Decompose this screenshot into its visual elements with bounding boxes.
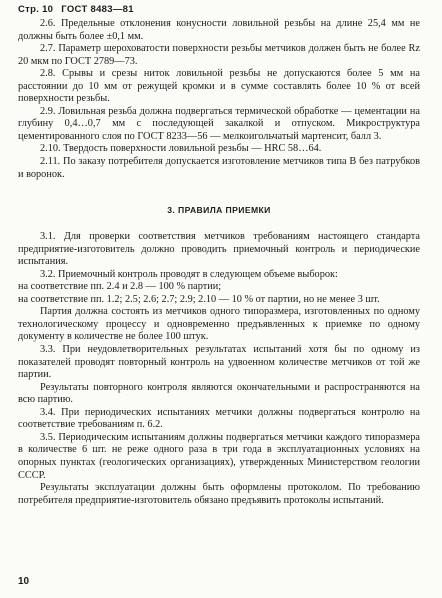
paragraph-3-4: 3.4. При периодических испытаниях метчики должны подвергаться контролю на соответствие требованиям п. 6.2. [18,406,420,431]
page-number: 10 [18,576,30,587]
paragraph-repeat-results: Результаты повторного контроля являются окончательными и распространяются на всю партию. [18,381,420,406]
paragraph-3-5: 3.5. Периодическим испытаниям должны подвергаться метчики каждого типоразмера в количестве 6 шт. не реже одного раза в три года в эксплуатационных условиях на опорных пунктах (геологических организациях), утвержденных Министерством геологии СССР. [18,431,420,481]
paragraph-3-3: 3.3. При неудовлетворительных результатах испытаний хотя бы по одному из показателей проводят повторный контроль на удвоенном количестве метчиков от той же партии. [18,344,420,381]
paragraph-3-2: 3.2. Приемочный контроль проводят в следующем объеме выборок: [40,268,338,280]
paragraph-2-10: 2.10. Твердость поверхности ловильной резьбы — HRC 58…64. [40,143,322,155]
paragraph-batch: Партия должна состоять из метчиков одного типоразмера, изготовленных по одному технологическому процессу и одновременно предъявленных к приемке по одному документу в количестве не более 100 штук. [18,306,420,343]
section-3-body [18,231,420,507]
paragraph-3-1: 3.1. Для проверки соответствия метчиков требованиям настоящего стандарта предприятие-изготовитель должно проводить приемочный контроль и периодические испытания. [18,231,420,268]
paragraph-2-6: 2.6. Предельные отклонения конусности ловильной резьбы на длине 25,4 мм не должны быть более ±0,1 мм. [18,18,420,42]
paragraph-2-9: 2.9. Ловильная резьба должна подвергаться термической обработке — цементации на глубину 0,4…0,7 мм с последующей закалкой и отпуском. Микроструктура цементированного слоя по ГОСТ 8233—56 — мелкоигольчатый мартенсит, балл 3. [18,105,420,142]
paragraph-results-protocol: Результаты эксплуатации должны быть оформлены протоколом. По требованию потребителя предприятие-изготовитель обязано предъявить протоколы испытаний. [18,482,420,506]
section-heading: 3. ПРАВИЛА ПРИЕМКИ [167,205,271,216]
sample-line-1: на соответствие пп. 2.4 и 2.8 — 100 % партии; [18,281,222,293]
standard-number: ГОСТ 8483—81 [61,4,134,15]
running-header [18,4,420,18]
page-label: Стр. 10 [18,4,54,15]
paragraph-2-8: 2.8. Срывы и срезы ниток ловильной резьбы не допускаются более 5 мм на расстоянии до 10 мм от режущей кромки и в сумме составлять более 10 % от всей поверхности резьбы. [18,68,420,105]
paragraph-2-7: 2.7. Параметр шероховатости поверхности резьбы метчиков должен быть не более Rz 20 мкм по ГОСТ 2789—73. [18,43,420,67]
paragraph-2-11: 2.11. По заказу потребителя допускается изготовление метчиков типа В без патрубков и воронок. [18,156,420,180]
sample-line-2: на соответствие пп. 1.2; 2.5; 2.6; 2.7; 2.9; 2.10 — 10 % от партии, но не менее 3 шт. [18,293,380,305]
section-2-body [18,18,420,181]
